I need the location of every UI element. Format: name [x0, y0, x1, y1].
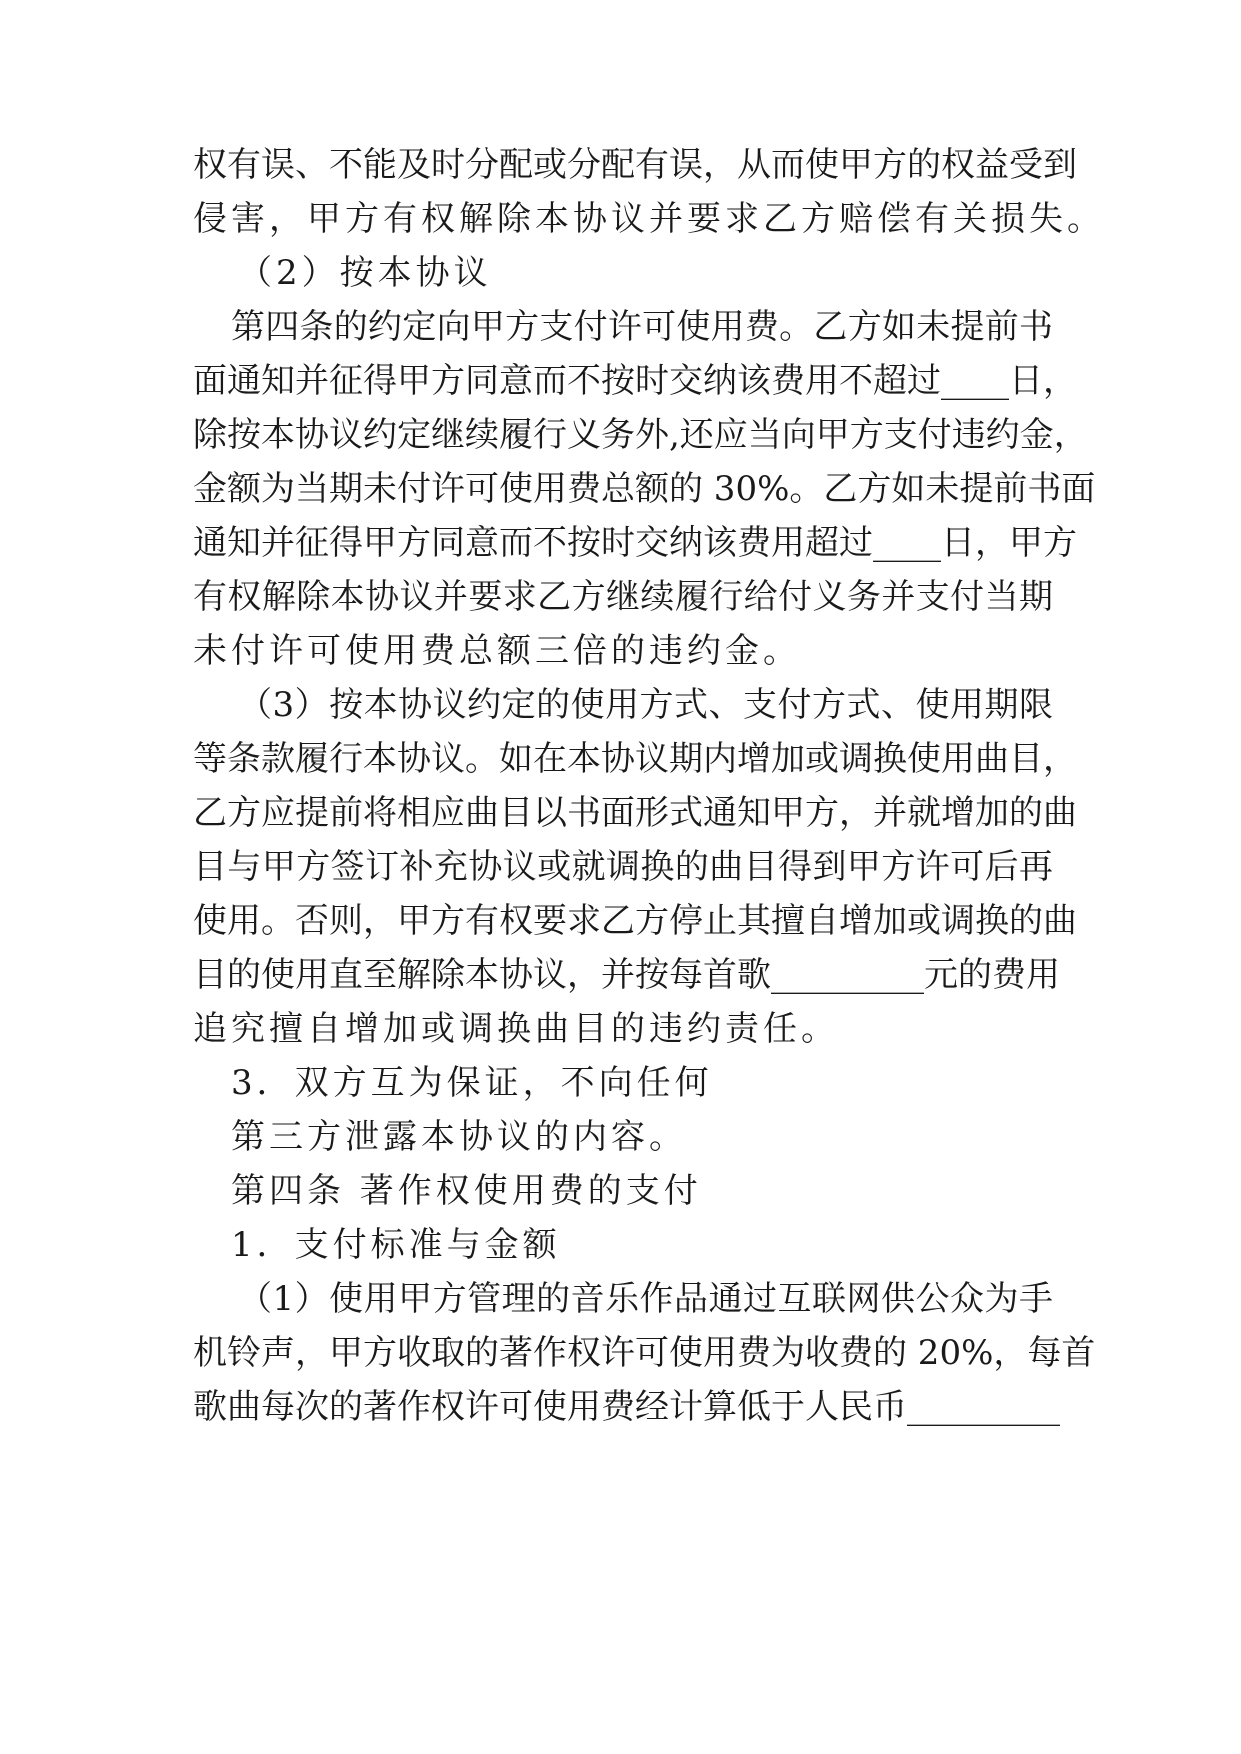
text-line: 追究擅自增加或调换曲目的违约责任。 — [193, 1009, 839, 1049]
text-line: 第三方泄露本协议的内容。 — [231, 1117, 687, 1157]
text-line: 歌曲每次的著作权许可使用费经计算低于人民币_________ — [193, 1387, 1060, 1427]
text-line: 未付许可使用费总额三倍的违约金。 — [193, 631, 801, 671]
text-line: 面通知并征得甲方同意而不按时交纳该费用不超过____日， — [193, 361, 1077, 401]
text-line: 侵害，甲方有权解除本协议并要求乙方赔偿有关损失。 — [193, 199, 1105, 239]
text-line: 使用。否则，甲方有权要求乙方停止其擅自增加或调换的曲 — [193, 901, 1077, 941]
text-line: 除按本协议约定继续履行义务外,还应当向甲方支付违约金， — [193, 415, 1088, 455]
text-line: （2）按本协议 — [238, 253, 492, 293]
text-line: 1．支付标准与金额 — [231, 1225, 561, 1265]
text-line: 目与甲方签订补充协议或就调换的曲目得到甲方许可后再 — [193, 847, 1053, 887]
text-line: （3）按本协议约定的使用方式、支付方式、使用期限 — [238, 685, 1053, 725]
text-line: 等条款履行本协议。如在本协议期内增加或调换使用曲目， — [193, 739, 1077, 779]
text-line: （1）使用甲方管理的音乐作品通过互联网供公众为手 — [238, 1279, 1053, 1319]
text-line: 通知并征得甲方同意而不按时交纳该费用超过____日，甲方 — [193, 523, 1077, 563]
text-line: 3．双方互为保证，不向任何 — [231, 1063, 713, 1103]
text-line: 机铃声，甲方收取的著作权许可使用费为收费的 20%，每首 — [193, 1333, 1096, 1373]
text-line: 金额为当期未付许可使用费总额的 30%。乙方如未提前书面 — [193, 469, 1096, 509]
text-line: 有权解除本协议并要求乙方继续履行给付义务并支付当期 — [193, 577, 1053, 617]
section-heading: 第四条 著作权使用费的支付 — [231, 1171, 702, 1211]
text-line: 权有误、不能及时分配或分配有误，从而使甲方的权益受到 — [193, 145, 1077, 185]
text-line: 第四条的约定向甲方支付许可使用费。乙方如未提前书 — [231, 307, 1053, 347]
text-line: 目的使用直至解除本协议，并按每首歌_________元的费用 — [193, 955, 1060, 995]
text-line: 乙方应提前将相应曲目以书面形式通知甲方，并就增加的曲 — [193, 793, 1077, 833]
